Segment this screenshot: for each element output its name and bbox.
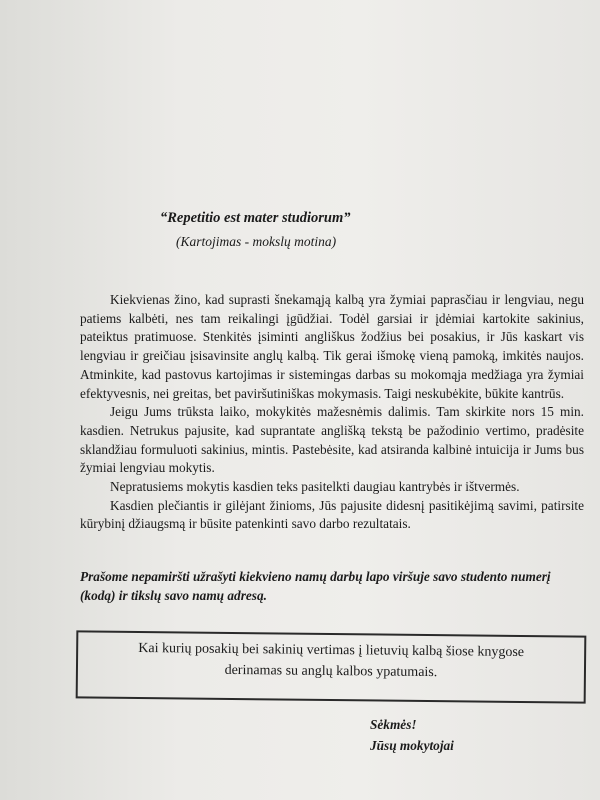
box-line: Kai kurių posakių bei sakinių vertimas į lietuvių kalbą šiose knygose <box>138 640 525 661</box>
closing-wish: Sėkmės! <box>370 717 417 732</box>
motto-subtitle: (Kartojimas - mokslų motina) <box>176 234 337 249</box>
paragraph: Kiekvienas žino, kad suprasti šnekamąją kalbą yra žymiai paprasčiau ir lengviau, negu patiems kalbėti, nes tam reikalingi įgūdžiai. Todėl garsiai ir įdėmiai kartokite sakinius, pateiktus pratimuose. Stenkitės įsiminti angliškus žodžius bei posakius, ir Jūs kaskart vis lengviau ir greičiau įsisavinsite anglų kalbą. Tik gerai išmokę vieną pamoką, imkitės naujos. Atminkite, kad pastovus kartojimas ir sistemingas darbas su mokomąja medžiaga yra žymiai efektyvesnis, nei greitas, bet paviršutiniškas mokymasis. Taigi neskubėkite, būkite kantrūs. <box>80 292 584 401</box>
body-text <box>80 291 584 534</box>
motto-title: “Repetitio est mater studiorum” <box>160 210 351 226</box>
box-line: derinamas su anglų kalbos ypatumais. <box>224 662 438 681</box>
paragraph: Kasdien plečiantis ir gilėjant žinioms, Jūs pajusite didesnį pasitikėjimą savimi, patirsite kūrybinį džiaugsmą ir būsite patenkinti savo darbo rezultatais. <box>80 497 584 532</box>
translation-note-box <box>76 630 587 703</box>
closing-signoff: Jūsų mokytojai <box>370 738 454 753</box>
student-notice: Prašome nepamiršti užrašyti kiekvieno namų darbų lapo viršuje savo studento numerį (kodą) ir tikslų savo namų adresą. <box>80 569 551 603</box>
closing-signature <box>370 714 454 756</box>
paragraph: Nepratusiems mokytis kasdien teks pasitelkti daugiau kantrybės ir ištvermės. <box>110 479 520 495</box>
paragraph: Jeigu Jums trūksta laiko, mokykitės mažesnėmis dalimis. Tam skirkite nors 15 min. kasdien. Netrukus pajusite, kad suprantate anglišką tekstą be pažodinio vertimo, pradėsite sklandžiau formuluoti sakinius, mintis. Pastebėsite, kad atsiranda kalbinė intuicija ir Jums bus žymiai lengviau mokytis. <box>80 404 584 476</box>
